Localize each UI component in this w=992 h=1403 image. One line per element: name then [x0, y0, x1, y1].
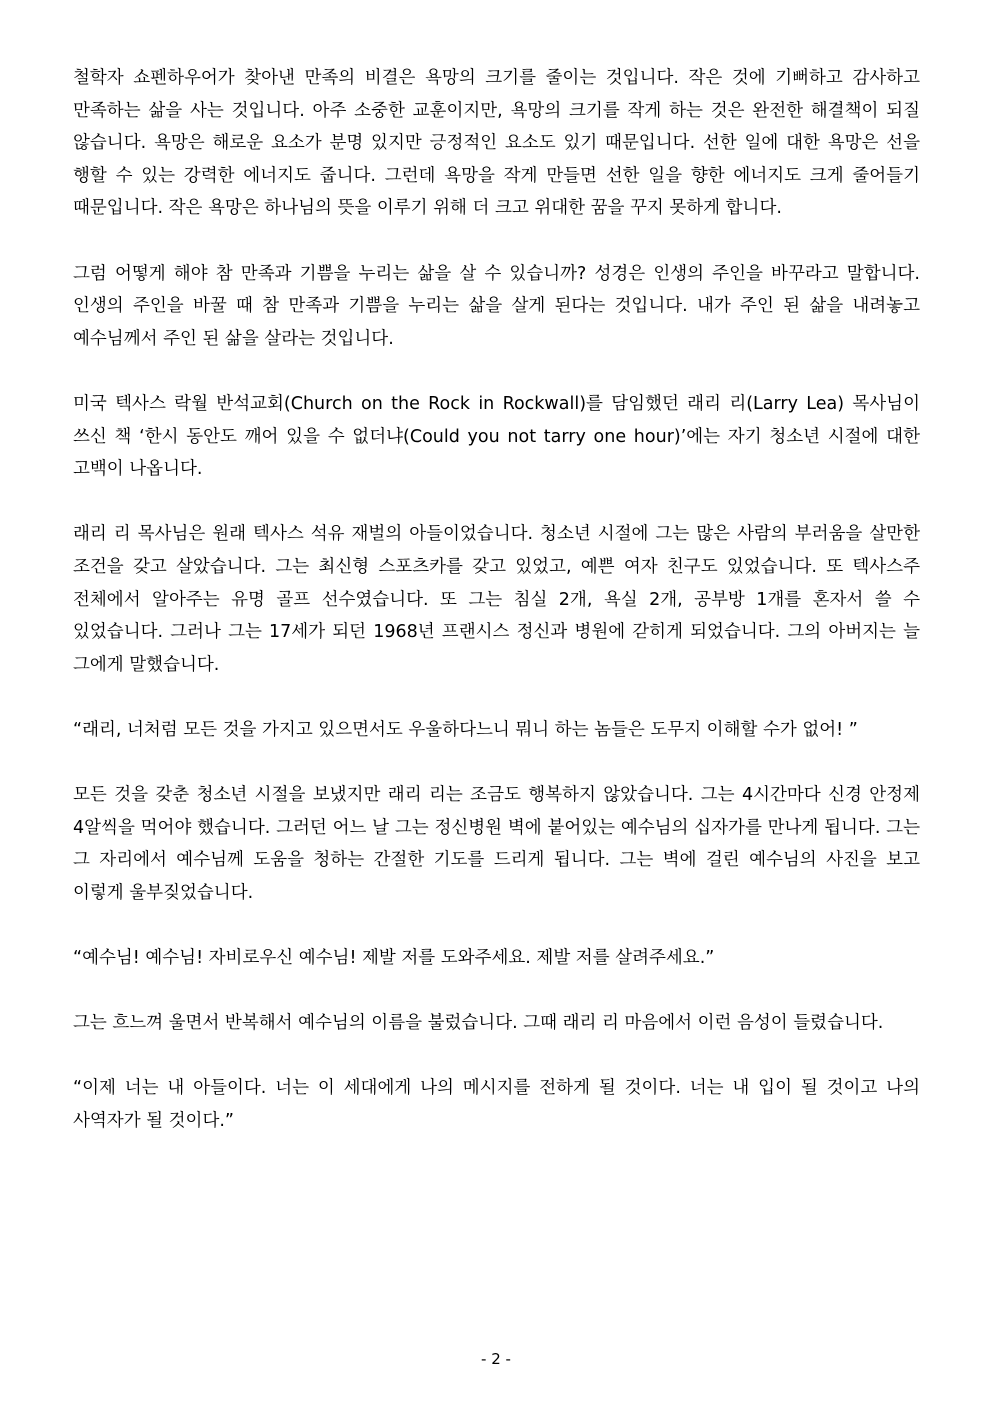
paragraph-8: 그는 흐느껴 울면서 반복해서 예수님의 이름을 불렀습니다. 그때 래리 리 마음에서 이런 음성이 들렸습니다.	[73, 1013, 884, 1034]
paragraph-5-quote: “래리, 너처럼 모든 것을 가지고 있으면서도 우울하다느니 뭐니 하는 놈들은 도무지 이해할 수가 없어! ”	[73, 719, 858, 740]
page-number: - 2 -	[481, 1350, 511, 1368]
paragraph-7-quote: “예수님! 예수님! 자비로우신 예수님! 제발 저를 도와주세요. 제발 저를 살려주세요.”	[73, 948, 715, 969]
paragraph-3: 미국 텍사스 락월 반석교회(Church on the Rock in Rockwall)를 담임했던 래리 리(Larry Lea) 목사님이 쓰신 책 ‘한시 동안도 깨어 있을 수 없더냐(Could you not tarry one hour)’에는 자기 청소년 시절에 대한 고백이 나옵니다.	[73, 393, 920, 480]
paragraph-2: 그럼 어떻게 해야 참 만족과 기쁨을 누리는 삶을 살 수 있습니까? 성경은 인생의 주인을 바꾸라고 말합니다. 인생의 주인을 바꿀 때 참 만족과 기쁨을 누리는 삶을 살게 된다는 것입니다. 내가 주인 된 삶을 내려놓고 예수님께서 주인 된 삶을 살라는 것입니다.	[73, 263, 920, 349]
paragraph-1: 철학자 쇼펜하우어가 찾아낸 만족의 비결은 욕망의 크기를 줄이는 것입니다. 작은 것에 기뻐하고 감사하고 만족하는 삶을 사는 것입니다. 아주 소중한 교훈이지만, 욕망의 크기를 작게 하는 것은 완전한 해결책이 되질 않습니다. 욕망은 해로운 요소가 분명 있지만 긍정적인 요소도 있기 때문입니다. 선한 일에 대한 욕망은 선을 행할 수 있는 강력한 에너지도 줍니다. 그런데 욕망을 작게 만들면 선한 일을 향한 에너지도 크게 줄어들기 때문입니다. 작은 욕망은 하나님의 뜻을 이루기 위해 더 크고 위대한 꿈을 꾸지 못하게 합니다.	[73, 68, 920, 219]
paragraph-9-quote: “이제 너는 내 아들이다. 너는 이 세대에게 나의 메시지를 전하게 될 것이다. 너는 내 입이 될 것이고 나의 사역자가 될 것이다.”	[73, 1078, 920, 1131]
paragraph-4: 래리 리 목사님은 원래 텍사스 석유 재벌의 아들이었습니다. 청소년 시절에 그는 많은 사람의 부러움을 살만한 조건을 갖고 살았습니다. 그는 최신형 스포츠카를 갖고 있었고, 예쁜 여자 친구도 있었습니다. 또 텍사스주 전체에서 알아주는 유명 골프 선수였습니다. 또 그는 침실 2개, 욕실 2개, 공부방 1개를 혼자서 쓸 수 있었습니다. 그러나 그는 17세가 되던 1968년 프랜시스 정신과 병원에 갇히게 되었습니다. 그의 아버지는 늘 그에게 말했습니다.	[73, 524, 920, 675]
paragraph-6: 모든 것을 갖춘 청소년 시절을 보냈지만 래리 리는 조금도 행복하지 않았습니다. 그는 4시간마다 신경 안정제 4알씩을 먹어야 했습니다. 그러던 어느 날 그는 정신병원 벽에 붙어있는 예수님의 십자가를 만나게 됩니다. 그는 그 자리에서 예수님께 도움을 청하는 간절한 기도를 드리게 됩니다. 그는 벽에 걸린 예수님의 사진을 보고 이렇게 울부짖었습니다.	[73, 785, 920, 903]
document-body	[73, 62, 920, 1138]
